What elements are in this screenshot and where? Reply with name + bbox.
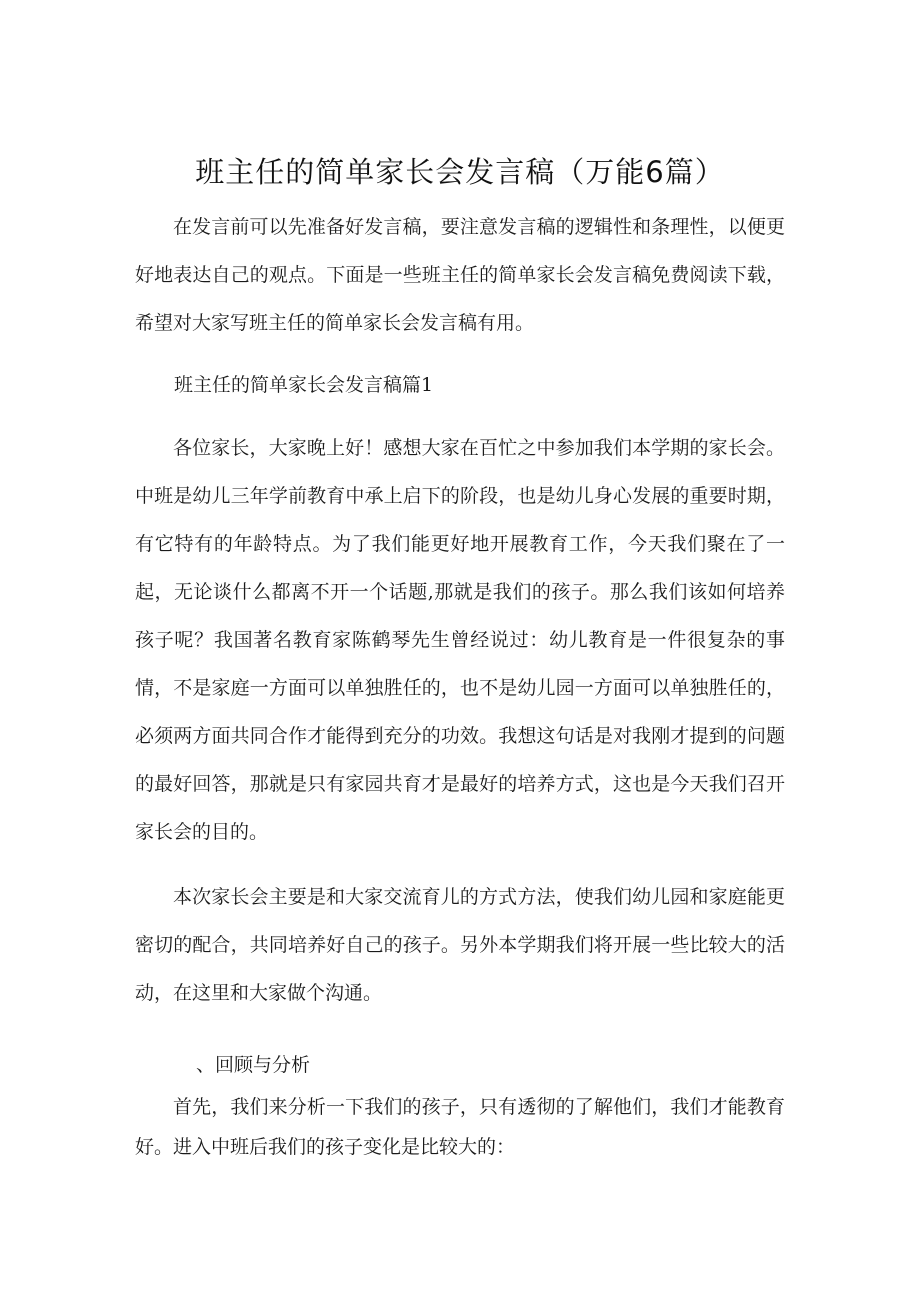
section-heading: 班主任的简单家长会发言稿篇1 [174, 374, 434, 396]
document-title: 班主任的简单家长会发言稿（万能6篇） [195, 155, 725, 189]
body-paragraph-3: 首先，我们来分析一下我们的孩子，只有透彻的了解他们，我们才能教育好。进入中班后我们的孩子变化是比较大的： [135, 1096, 785, 1158]
intro-paragraph: 在发言前可以先准备好发言稿，要注意发言稿的逻辑性和条理性，以便更好地表达自己的观点。下面是一些班主任的简单家长会发言稿免费阅读下载，希望对大家写班主任的简单家长会发言稿有用。 [135, 216, 785, 334]
subheading-review: 、回顾与分析 [196, 1054, 311, 1076]
body-paragraph-2: 本次家长会主要是和大家交流育儿的方式方法，使我们幼儿园和家庭能更密切的配合，共同培养好自己的孩子。另外本学期我们将开展一些比较大的活动，在这里和大家做个沟通。 [135, 886, 785, 1004]
body-paragraph-1: 各位家长，大家晚上好！感想大家在百忙之中参加我们本学期的家长会。中班是幼儿三年学前教育中承上启下的阶段，也是幼儿身心发展的重要时期，有它特有的年龄特点。为了我们能更好地开展教育工作，今天我们聚在了一起，无论谈什么都离不开一个话题,那就是我们的孩子。那么我们该如何培养孩子呢？我国著名教育家陈鹤琴先生曾经说过：幼儿教育是一件很复杂的事情，不是家庭一方面可以单独胜任的，也不是幼儿园一方面可以单独胜任的，必须两方面共同合作才能得到充分的功效。我想这句话是对我刚才提到的问题的最好回答，那就是只有家园共育才是最好的培养方式，这也是今天我们召开家长会的目的。 [135, 437, 785, 843]
